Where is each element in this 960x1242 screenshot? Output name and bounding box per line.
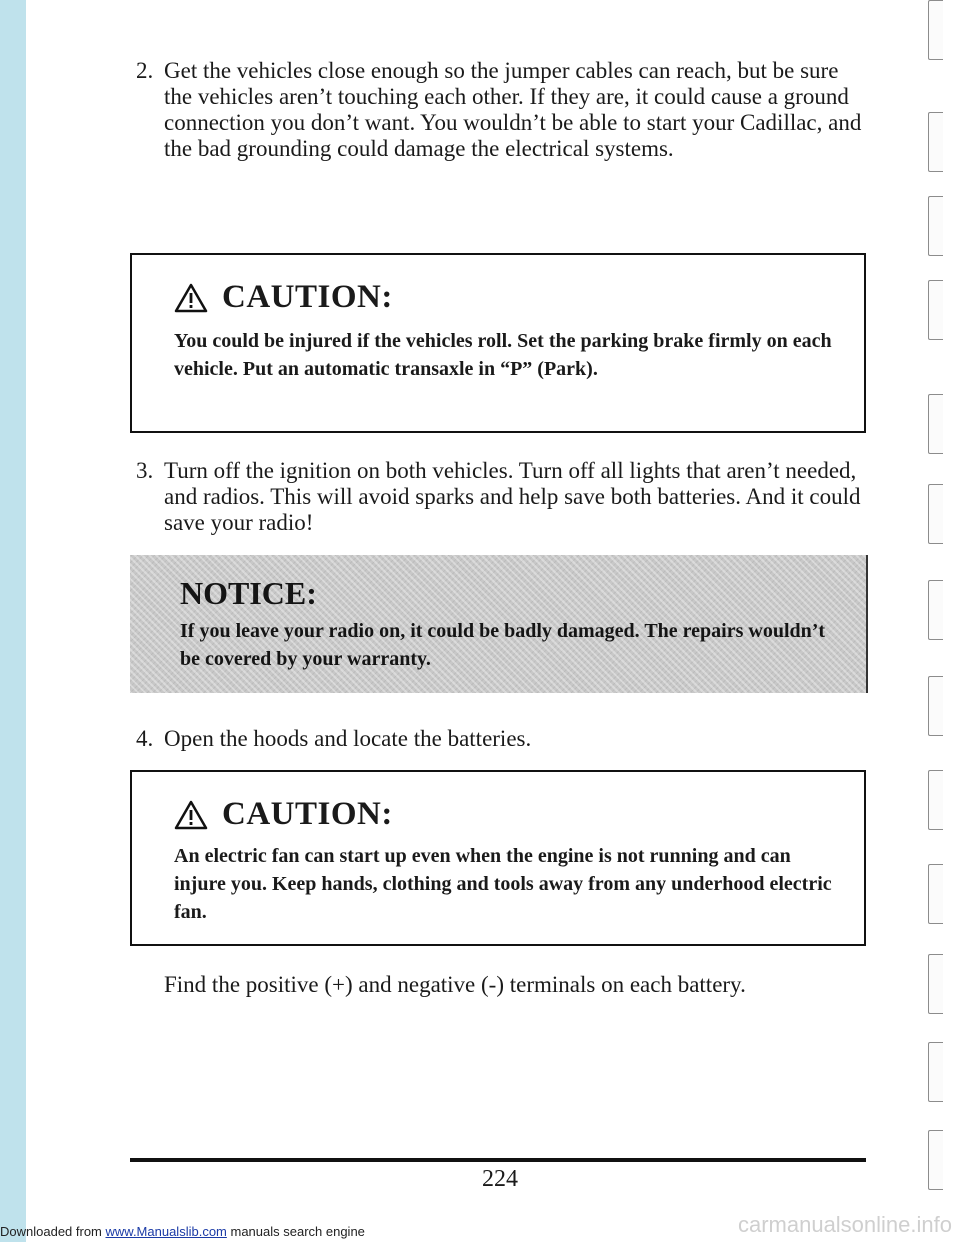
caution-box [130, 253, 866, 433]
caution-text: You could be injured if the vehicles roll. Set the parking brake firmly on each vehicle. Put an automatic transaxle in “P” (Park). [174, 330, 832, 380]
index-tab [928, 394, 943, 454]
index-tab [928, 1042, 943, 1102]
caution-box [130, 770, 866, 946]
terminals-paragraph: Find the positive (+) and negative (-) terminals on each battery. [164, 972, 746, 997]
caution-heading: CAUTION: [222, 279, 393, 315]
manualslib-link[interactable]: www.Manualslib.com [105, 1224, 227, 1239]
index-tab [928, 580, 943, 640]
index-tab [928, 864, 943, 924]
notice-text: If you leave your radio on, it could be badly damaged. The repairs wouldn’t be covered by your warranty. [180, 620, 826, 670]
step-text: Turn off the ignition on both vehicles. Turn off all lights that aren’t needed, and radios. This will avoid sparks and help save both batteries. And it could save your radio! [164, 458, 861, 535]
warning-triangle-icon [174, 800, 208, 830]
index-tab [928, 484, 943, 544]
left-margin-strip [0, 0, 26, 1242]
step-number: 4. [136, 726, 154, 751]
footer-rule [130, 1158, 866, 1162]
step-number: 3. [136, 458, 154, 483]
index-tab [928, 112, 943, 172]
watermark: carmanualsonline.info [737, 1212, 952, 1237]
notice-heading: NOTICE: [180, 575, 317, 611]
step-4 [136, 726, 864, 752]
warning-triangle-icon [174, 283, 208, 313]
index-tab [928, 954, 943, 1014]
page-number: 224 [482, 1166, 518, 1192]
index-tab [928, 280, 943, 340]
index-tab [928, 770, 943, 830]
footer-prefix: Downloaded from [0, 1224, 106, 1239]
caution-heading-row [174, 796, 393, 833]
step-text: Open the hoods and locate the batteries. [164, 726, 532, 751]
caution-text: An electric fan can start up even when the engine is not running and can injure you. Keep hands, clothing and tools away from any underhood electric fan. [174, 845, 832, 923]
caution-heading: CAUTION: [222, 796, 393, 832]
caution-heading-row [174, 279, 393, 316]
step-number: 2. [136, 58, 154, 83]
index-tab [928, 196, 943, 256]
index-tab [928, 676, 943, 736]
step-text: Get the vehicles close enough so the jumper cables can reach, but be sure the vehicles aren’t touching each other. If they are, it could cause a ground connection you don’t want. You wouldn’t be able to start your Cadillac, and the bad grounding could damage the electrical systems. [164, 58, 862, 161]
step-2 [136, 58, 864, 162]
index-tab [928, 0, 943, 60]
download-footer [0, 1224, 365, 1239]
step-3 [136, 458, 864, 536]
notice-box [130, 555, 868, 693]
footer-suffix: manuals search engine [226, 1224, 365, 1239]
